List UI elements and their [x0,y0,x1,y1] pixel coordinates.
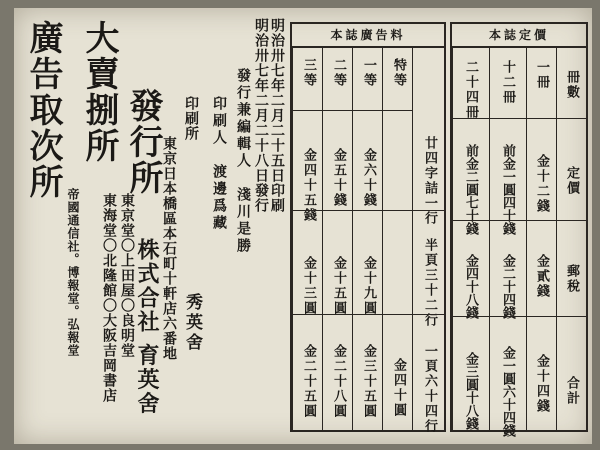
total-cell: 金三圓十八錢 [463,352,478,430]
row-divider [292,110,412,111]
price-table [450,22,588,437]
issues-cell: 二十四冊 [463,60,478,120]
ad-rate-title: 本誌廣告料 [292,24,444,48]
grade-label: 二等 [331,58,346,88]
printer-label: 印刷所 [183,96,199,141]
grade-column-first [352,46,383,430]
print-date: 明治卅七年二月二十五日印刷 [269,18,285,213]
row-divider [452,220,586,221]
ad-agents-list: 帝國通信社。博報堂。弘報堂 [66,188,80,357]
grade-column-third [292,46,323,430]
grade-cell: 金十九圓 [361,256,376,316]
grade-cell: 金三十五圓 [361,344,376,419]
price-row-1 [526,46,557,430]
issues-cell: 一冊 [534,60,549,90]
total-cell: 金一圓六十四錢 [500,346,515,437]
row-divider [452,316,586,317]
rate-label: 廿四字詰一行 [422,136,437,226]
grade-label: 一等 [361,58,376,88]
ad-rate-table [290,22,446,432]
header-total: 合計 [564,376,579,406]
price-cell: 前金二圓七十錢 [463,144,478,235]
price-cell: 前金一圓四十錢 [500,144,515,235]
header-price: 定價 [564,166,579,196]
total-cell: 金十四錢 [534,354,549,414]
row-divider [452,118,586,119]
price-row-2 [489,46,527,437]
rate-column [412,46,445,434]
publisher-name: 株式合社 育英舍 [134,238,160,416]
grade-cell: 金二十五圓 [301,344,316,419]
grade-cell: 金六十錢 [361,148,376,208]
grade-label: 三等 [301,58,316,88]
print-person: 印刷人 渡邊爲藏 [211,96,227,232]
header-issues: 冊數 [564,70,579,100]
postage-cell: 金貳錢 [534,254,549,299]
sellers-line2: 東海堂〇北隆館〇大阪吉岡書店 [101,193,117,403]
grade-column-second [322,46,353,430]
grade-cell: 金二十八圓 [331,344,346,419]
price-header-column [556,46,587,430]
header-postage: 郵稅 [564,264,579,294]
colophon-page [14,8,592,444]
price-cell: 金十二錢 [534,154,549,214]
price-row-3 [452,46,490,430]
row-divider [292,314,444,315]
rate-label: 一頁六十四行 [422,344,437,434]
publisher-title: 發行所 [123,88,163,196]
rate-label: 半頁三十二行 [422,238,437,328]
grade-cell: 金十三圓 [301,256,316,316]
publisher-address: 東京日本橋區本石町十軒店六番地 [161,136,177,361]
row-divider [292,210,444,211]
publish-date: 明治卅七年二月二十八日發行 [253,18,269,213]
postage-cell: 金二十四錢 [500,254,515,319]
grade-cell: 金四十圓 [391,358,406,418]
postage-cell: 金四十八錢 [463,254,478,319]
sellers-line1: 東京堂〇上田屋〇良明堂 [119,193,135,358]
grade-cell: 金四十五錢 [301,148,316,223]
grade-cell: 金十五圓 [331,256,346,316]
grade-label: 特等 [391,58,406,88]
sellers-title: 大賣捌所 [79,20,119,164]
grade-cell: 金五十錢 [331,148,346,208]
editor: 發行兼編輯人 淺川是勝 [235,68,251,255]
issues-cell: 十二冊 [500,60,515,105]
ad-agents-title: 廣告取次所 [23,20,63,200]
price-table-title: 本誌定價 [452,24,586,48]
grade-column-special [382,46,413,430]
printer-name: 秀英舍 [182,293,202,353]
